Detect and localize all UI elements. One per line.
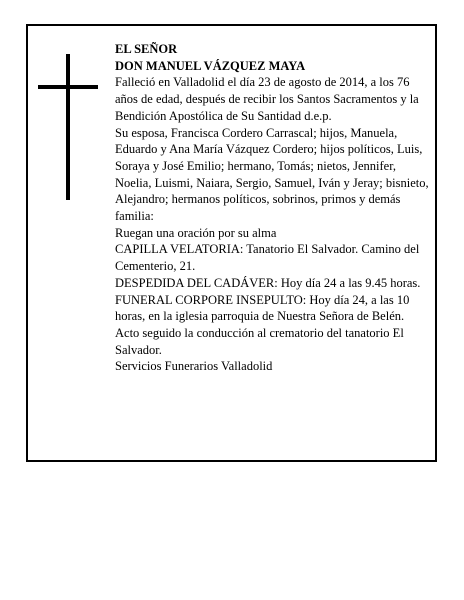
heading-line-2: DON MANUEL VÁZQUEZ MAYA bbox=[115, 58, 306, 73]
wake-chapel: CAPILLA VELATORIA: Tanatorio El Salvador. Camino del Cementerio, 21. bbox=[115, 242, 420, 274]
family-list: Su esposa, Francisca Cordero Carrascal; hijos, Manuela, Eduardo y Ana María Vázquez Cordero; hijos políticos, Luis, Soraya y José Emilio; hermano, Tomás; nietos, Jennifer, Noelia, Luismi, Naiara, Sergio, Samuel, Iván y Jeray; bisnieto, Alejandro; hermanos políticos, sobrinos, primos y demás familia: bbox=[115, 125, 429, 224]
funeral-services-provider: Servicios Funerarios Valladolid bbox=[115, 359, 273, 374]
prayer-request: Ruegan una oración por su alma bbox=[115, 225, 277, 240]
farewell-time: DESPEDIDA DEL CADÁVER: Hoy día 24 a las 9.45 horas. bbox=[115, 275, 421, 290]
cross-icon bbox=[38, 54, 98, 200]
death-announcement: Falleció en Valladolid el día 23 de agosto de 2014, a los 76 años de edad, después de recibir los Santos Sacramentos y la Bendición Apostólica de Su Santidad d.e.p. bbox=[115, 75, 419, 123]
obituary-notice bbox=[26, 24, 437, 462]
cross-horizontal-bar bbox=[38, 85, 98, 89]
notice-text bbox=[115, 41, 430, 375]
cross-vertical-bar bbox=[66, 54, 70, 200]
heading-line-1: EL SEÑOR bbox=[115, 42, 178, 56]
funeral-details: FUNERAL CORPORE INSEPULTO: Hoy día 24, a las 10 horas, en la iglesia parroquia de Nuestra Señora de Belén. Acto seguido la conducción al crematorio del tanatorio El Salvador. bbox=[115, 292, 410, 357]
